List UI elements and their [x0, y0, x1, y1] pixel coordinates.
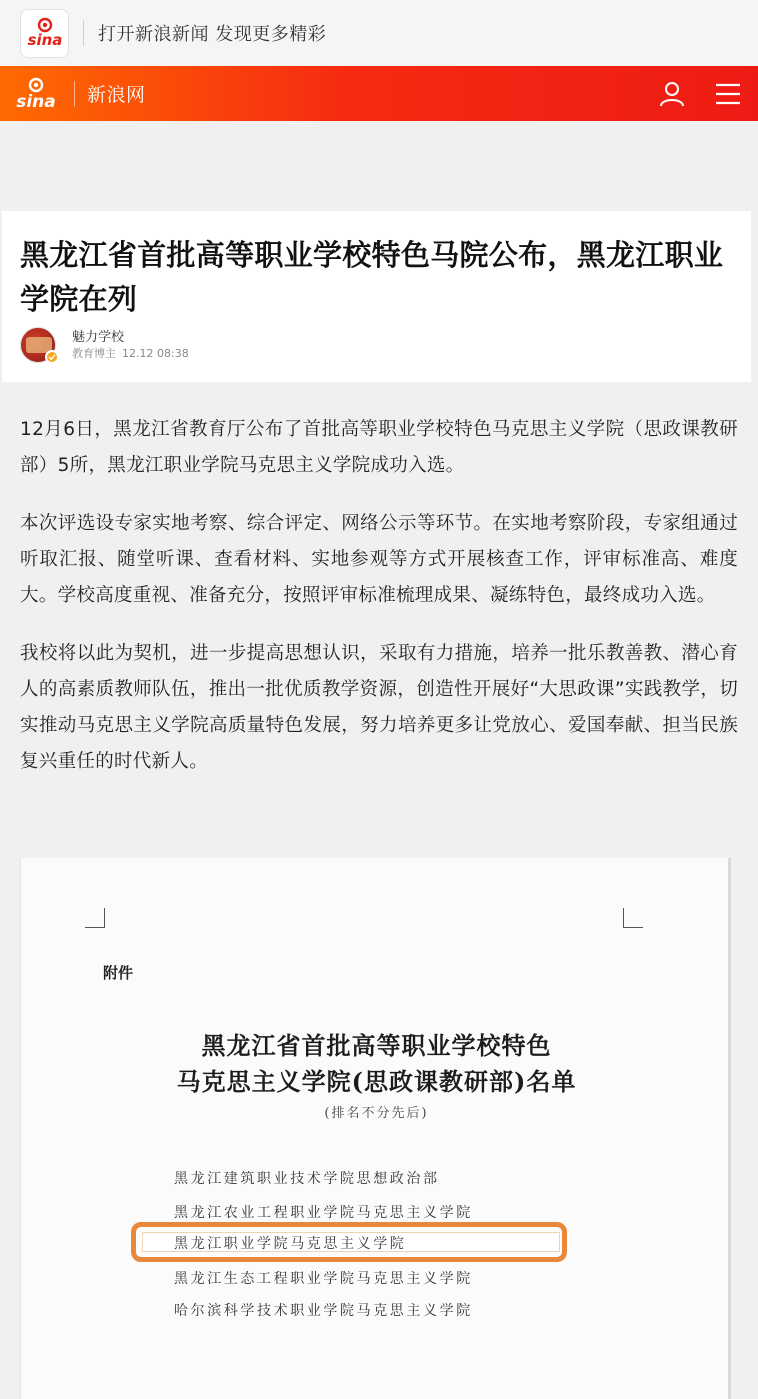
header-actions: [658, 66, 742, 121]
paragraph: 12月6日，黑龙江省教育厅公布了首批高等职业学校特色马克思主义学院（思政课教研部）5所，黑龙江职业学院马克思主义学院成功入选。: [20, 419, 738, 476]
document-image[interactable]: [20, 858, 731, 1399]
author-meta: [72, 329, 195, 362]
banner-divider: [83, 20, 84, 46]
doc-title-line1: 黑龙江省首批高等职业学校特色: [201, 1031, 552, 1060]
article-header-card: [2, 211, 751, 382]
crop-mark-right: [623, 908, 643, 928]
doc-title-line2: 马克思主义学院(思政课教研部)名单: [176, 1067, 577, 1096]
verified-badge-icon: [45, 350, 59, 364]
doc-list-item: 黑龙江建筑职业技术学院思想政治部: [174, 1171, 440, 1187]
author-sub: [72, 346, 195, 362]
doc-list-item: 哈尔滨科学技术职业学院马克思主义学院: [174, 1303, 473, 1319]
author-name[interactable]: 魅力学校: [72, 329, 125, 345]
doc-list-item: 黑龙江生态工程职业学院马克思主义学院: [174, 1271, 473, 1287]
crop-mark-left: [85, 908, 105, 928]
author-row[interactable]: [20, 325, 195, 365]
app-download-banner[interactable]: [0, 0, 758, 66]
app-banner-text[interactable]: 打开新浪新闻 发现更多精彩: [98, 24, 327, 45]
doc-list-item: 黑龙江农业工程职业学院马克思主义学院: [174, 1205, 473, 1221]
svg-text:sina: sina: [27, 31, 62, 49]
doc-list-item-highlighted: 黑龙江职业学院马克思主义学院: [174, 1236, 407, 1252]
paragraph: 本次评选设专家实地考察、综合评定、网络公示等环节。在实地考察阶段，专家组通过听取汇报、随堂听课、查看材料、实地参观等方式开展核查工作，评审标准高、难度大。学校高度重视、准备充分，按照评审标准梳理成果、凝练特色，最终成功入选。: [20, 513, 738, 606]
article-body: [20, 412, 738, 802]
paragraph: 我校将以此为契机，进一步提高思想认识，采取有力措施，培养一批乐教善教、潜心育人的高素质教师队伍，推出一批优质教学资源，创造性开展好“大思政课”实践教学，切实推动马克思主义学院高质量特色发展，努力培养更多让党放心、爱国奉献、担当民族复兴重任的时代新人。: [20, 643, 738, 772]
user-icon[interactable]: [658, 80, 686, 108]
author-role: 教育博主: [72, 346, 116, 360]
publish-time: 12.12 08:38: [122, 346, 189, 360]
site-name[interactable]: 新浪网: [87, 84, 146, 106]
menu-icon[interactable]: [714, 80, 742, 108]
svg-text:sina: sina: [16, 91, 56, 112]
sina-logo-icon[interactable]: [12, 76, 64, 112]
header-divider: [74, 81, 75, 107]
doc-annex-label: 附件: [103, 964, 134, 982]
sina-app-logo-icon: [20, 9, 69, 58]
site-header: [0, 66, 758, 121]
avatar[interactable]: [20, 327, 56, 363]
doc-note: (排名不分先后): [324, 1106, 429, 1121]
article-title: 黑龙江省首批高等职业学校特色马院公布，黑龙江职业学院在列: [20, 238, 724, 316]
